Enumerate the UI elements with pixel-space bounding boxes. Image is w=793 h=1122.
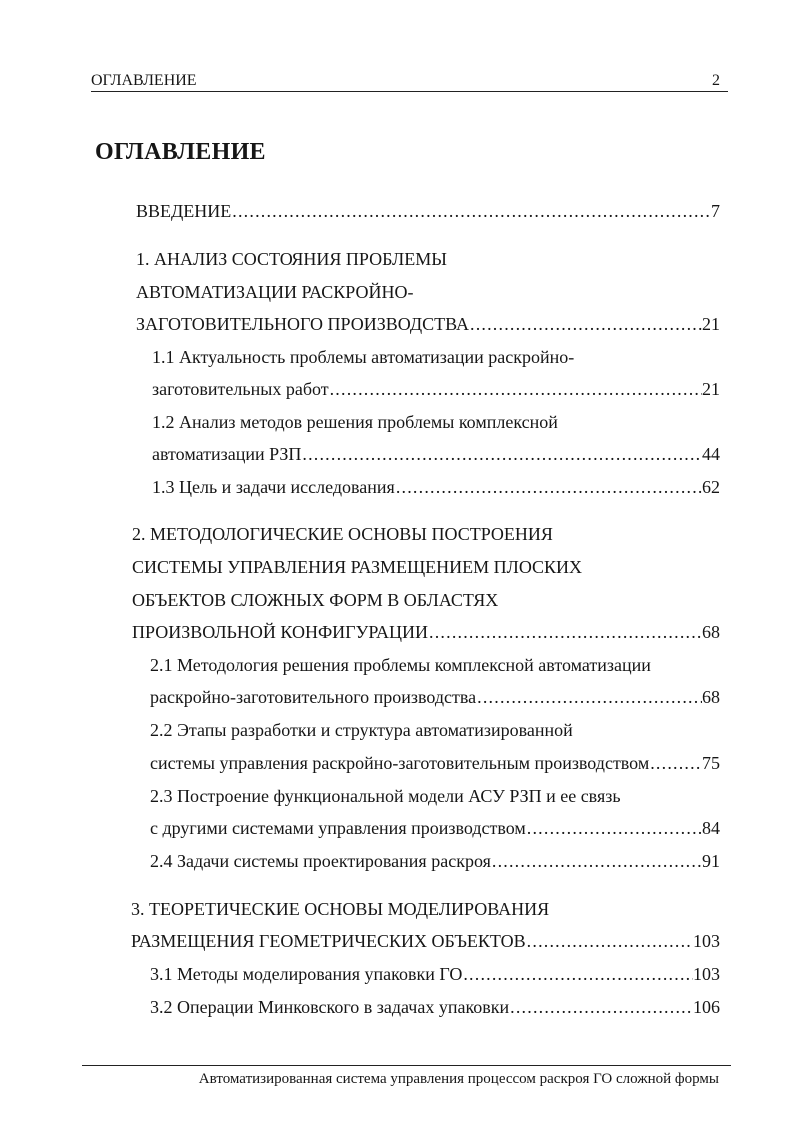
toc-chapter-3[interactable] [131,930,720,952]
toc-entry-label: 3.1 Методы моделирования упаковки ГО [150,964,463,984]
dot-leader [491,850,702,872]
toc-entry-label: 1.3 Цель и задачи исследования [152,477,395,497]
toc-chapter-1-line-1[interactable]: 1. АНАЛИЗ СОСТОЯНИЯ ПРОБЛЕМЫ [136,249,447,269]
toc-page-number: 7 [711,201,720,221]
dot-leader [395,476,702,498]
dot-leader [462,963,693,985]
toc-entry-label: 2.4 Задачи системы проектирования раскроя [150,851,491,871]
toc-page-number: 21 [702,379,720,399]
toc-page-number: 75 [702,753,720,773]
toc-page-number: 21 [702,314,720,334]
toc-page-number: 44 [702,444,720,464]
dot-leader [476,686,702,708]
toc-section-2-3-line-1[interactable]: 2.3 Построение функциональной модели АСУ РЗП и ее связь [150,786,621,806]
toc-entry-introduction[interactable] [136,200,720,222]
toc-page-number: 91 [702,851,720,871]
toc-chapter-2-line-2[interactable]: СИСТЕМЫ УПРАВЛЕНИЯ РАЗМЕЩЕНИЕМ ПЛОСКИХ [132,557,583,577]
toc-page-number: 68 [702,622,720,642]
running-footer [82,1065,731,1088]
dot-leader [301,443,702,465]
dot-leader [329,378,702,400]
toc-chapter-1-line-2[interactable]: АВТОМАТИЗАЦИИ РАСКРОЙНО- [136,282,414,302]
toc-entry-label: с другими системами управления производством [150,818,526,838]
toc-chapter-3-line-1[interactable]: 3. ТЕОРЕТИЧЕСКИЕ ОСНОВЫ МОДЕЛИРОВАНИЯ [131,899,550,919]
toc-section-3-2[interactable] [150,996,720,1018]
toc-section-1-2[interactable] [152,443,720,465]
running-header [91,72,728,92]
dot-leader [231,200,711,222]
toc-page-number: 62 [702,477,720,497]
toc-section-2-2-line-1[interactable]: 2.2 Этапы разработки и структура автоматизированной [150,720,573,740]
toc-section-2-1[interactable] [150,686,720,708]
dot-leader [428,621,702,643]
toc-section-1-1[interactable] [152,378,720,400]
toc-page-number: 84 [702,818,720,838]
toc-entry-label: заготовительных работ [152,379,329,399]
toc-entry-label: РАЗМЕЩЕНИЯ ГЕОМЕТРИЧЕСКИХ ОБЪЕКТОВ [131,931,526,951]
toc-page-number: 103 [693,931,720,951]
dot-leader [649,752,702,774]
toc-chapter-2-line-3[interactable]: ОБЪЕКТОВ СЛОЖНЫХ ФОРМ В ОБЛАСТЯХ [132,590,499,610]
toc-entry-label: ВВЕДЕНИЕ [136,201,232,221]
page-number: 2 [712,72,720,89]
toc-section-1-2-line-1[interactable]: 1.2 Анализ методов решения проблемы комплексной [152,412,558,432]
toc-section-2-2[interactable] [150,752,720,774]
toc-entry-label: автоматизации РЗП [152,444,302,464]
page-title: ОГЛАВЛЕНИЕ [95,139,266,165]
toc-chapter-1[interactable] [136,313,720,335]
running-footer-text: Автоматизированная система управления процессом раскроя ГО сложной формы [198,1071,719,1087]
toc-chapter-2-line-1[interactable]: 2. МЕТОДОЛОГИЧЕСКИЕ ОСНОВЫ ПОСТРОЕНИЯ [132,524,553,544]
dot-leader [526,930,693,952]
toc-section-1-3[interactable] [152,476,720,498]
toc-entry-label: 3.2 Операции Минковского в задачах упаковки [150,997,510,1017]
toc-section-2-3[interactable] [150,817,720,839]
toc-page-number: 103 [693,964,720,984]
dot-leader [509,996,693,1018]
toc-entry-label: ПРОИЗВОЛЬНОЙ КОНФИГУРАЦИИ [132,622,429,642]
toc-entry-label: ЗАГОТОВИТЕЛЬНОГО ПРОИЗВОДСТВА [136,314,469,334]
toc-entry-label: раскройно-заготовительного производства [150,687,477,707]
toc-section-2-1-line-1[interactable]: 2.1 Методология решения проблемы комплексной автоматизации [150,655,651,675]
toc-section-3-1[interactable] [150,963,720,985]
toc-section-2-4[interactable] [150,850,720,872]
toc-chapter-2[interactable] [132,621,720,643]
dot-leader [469,313,702,335]
running-header-title: ОГЛАВЛЕНИЕ [91,72,197,89]
toc-section-1-1-line-1[interactable]: 1.1 Актуальность проблемы автоматизации раскройно- [152,347,575,367]
toc-entry-label: системы управления раскройно-заготовительным производством [150,753,650,773]
toc-page-number: 106 [693,997,720,1017]
dot-leader [526,817,702,839]
toc-page-number: 68 [702,687,720,707]
